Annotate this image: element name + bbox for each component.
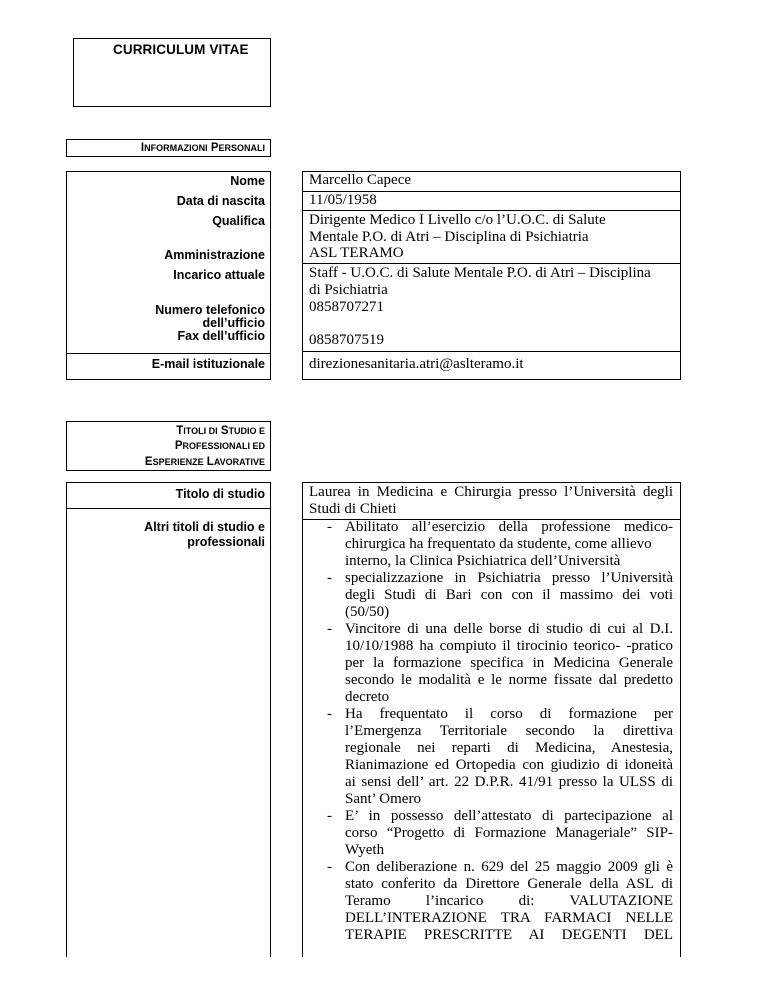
studies-labels (66, 482, 271, 957)
section-header-titles (66, 421, 271, 471)
list-item-text (345, 808, 673, 859)
text-line: (50/50) (345, 604, 390, 620)
value-titolo-studio (309, 484, 673, 518)
label-nome: Nome (230, 174, 265, 188)
text-line: Studi di Chieti (309, 501, 397, 517)
value-data-nascita: 11/05/1958 (309, 192, 377, 208)
value-email: direzionesanitaria.atri@aslteramo.it (309, 356, 524, 372)
text-line: E’ in possesso dell’attestato di partecipazione al (345, 808, 673, 824)
text-line: ai sensi dell’ art. 22 D.P.R. 41/91 presso la ULSS di (345, 774, 673, 790)
label-titolo-studio: Titolo di studio (175, 487, 265, 501)
text-line: degli Studi di Bari con con il massimo dei voti (345, 587, 673, 603)
list-dash: - (327, 706, 332, 722)
row-divider (67, 508, 270, 509)
value-incarico-1: Staff - U.O.C. di Salute Mentale P.O. di Atri – Disciplina (309, 265, 651, 281)
text-line: Rianimazione ed Ortopedia con giudizio di idoneità (345, 757, 673, 773)
list-item-text (345, 621, 673, 706)
text-line: decreto (345, 689, 390, 705)
section-title-part: TUDIO E (228, 426, 265, 436)
value-amministrazione: ASL TERAMO (309, 245, 404, 261)
text-line: Vincitore di una delle borse di studio di cui al D.I. (345, 621, 673, 637)
section-title-part: ROFESSIONALI ED (182, 441, 265, 452)
label-email: E-mail istituzionale (151, 357, 265, 371)
label-altri-titoli-2: professionali (187, 535, 265, 549)
label-incarico: Incarico attuale (173, 268, 265, 282)
value-qualifica-1: Dirigente Medico I Livello c/o l’U.O.C. di Salute (309, 212, 606, 228)
list-item-text (345, 859, 673, 944)
section-title-cap: T (176, 425, 184, 437)
label-altri-titoli-1: Altri titoli di studio e (144, 520, 265, 534)
text-line: Con deliberazione n. 629 del 25 maggio 2009 gli è (345, 859, 673, 875)
list-dash: - (327, 808, 332, 824)
text-line: TERAPIE PRESCRITTE AI DEGENTI DEL (345, 927, 673, 943)
text-line: DELL’INTERAZIONE TRA FARMACI NELLE (345, 910, 673, 926)
section-title-cap: P (174, 440, 183, 453)
text-line: 10/10/1988 ha compiuto il tirocinio teorico- -pratico (345, 638, 673, 654)
row-divider (303, 351, 680, 352)
section-title-cap: I (140, 142, 145, 154)
studies-values (302, 482, 681, 957)
text-line: Ha frequentato il corso di formazione per (345, 706, 673, 722)
label-fax: Fax dell’ufficio (177, 329, 265, 343)
text-line: chirurgica ha frequentato da studente, come allievo (345, 536, 652, 552)
text-line: Abilitato all’esercizio della professione medico- (345, 519, 673, 535)
section-title-cap: E (144, 455, 153, 468)
text-line: Wyeth (345, 842, 385, 858)
label-amministrazione: Amministrazione (164, 248, 265, 262)
list-dash: - (327, 859, 332, 875)
label-data-nascita: Data di nascita (176, 194, 265, 208)
list-dash: - (327, 519, 332, 535)
list-item-text (345, 519, 673, 570)
section-title-part: NFORMAZIONI (144, 143, 208, 153)
text-line: l’Emergenza Territoriale secondo la direttiva (345, 723, 673, 739)
section-title-cap: P (210, 142, 219, 154)
section-title-line (67, 424, 265, 439)
section-header-personal-info (66, 139, 271, 157)
text-line: secondo le modalità e le norme fissate dal predetto (345, 672, 673, 688)
list-dash: - (327, 621, 332, 637)
text-line: stato conferito da Direttore Generale della ASL di (345, 876, 673, 892)
row-divider (303, 210, 680, 211)
value-incarico-2: di Psichiatria (309, 282, 388, 298)
section-title-line (67, 439, 265, 454)
list-dash: - (327, 570, 332, 586)
text-line: Laurea in Medicina e Chirurgia presso l’Università degli (309, 484, 673, 500)
text-line: Sant’ Omero (345, 791, 421, 807)
section-title-part: ITOLI DI (183, 426, 218, 436)
value-nome: Marcello Capece (309, 172, 412, 188)
value-fax: 0858707519 (309, 332, 384, 348)
value-telefono: 0858707271 (309, 299, 384, 315)
personal-info-values (302, 171, 681, 380)
section-title-part: SPERIENZE (152, 456, 204, 467)
text-line: specializzazione in Psichiatria presso l’Università (345, 570, 673, 586)
list-item-text (345, 706, 673, 808)
section-title-part: AVORATIVE (213, 456, 265, 467)
label-telefono-2: dell’ufficio (202, 316, 265, 330)
document-title: CURRICULUM VITAE (113, 42, 249, 57)
personal-info-labels (66, 171, 271, 380)
text-line: Teramo l’incarico di: VALUTAZIONE (345, 893, 673, 909)
row-divider (303, 263, 680, 264)
section-title-part: ERSONALI (218, 143, 265, 153)
text-line: regionale nei reparti di Medicina, Anestesia, (345, 740, 673, 756)
list-item-text (345, 570, 673, 621)
text-line: interno, la Clinica Psichiatrica dell’Università (345, 553, 621, 569)
text-line: corso “Progetto di Formazione Manageriale” SIP- (345, 825, 673, 841)
section-title-line (67, 455, 265, 470)
label-qualifica: Qualifica (212, 214, 265, 228)
label-telefono-1: Numero telefonico (155, 303, 265, 317)
text-line: per la formazione specifica in Medicina Generale (345, 655, 673, 671)
section-title-cap: L (206, 455, 214, 468)
value-qualifica-2: Mentale P.O. di Atri – Disciplina di Psichiatria (309, 229, 589, 245)
cv-title-box (73, 38, 271, 107)
row-divider (67, 353, 270, 354)
section-title-cap: S (220, 425, 229, 437)
